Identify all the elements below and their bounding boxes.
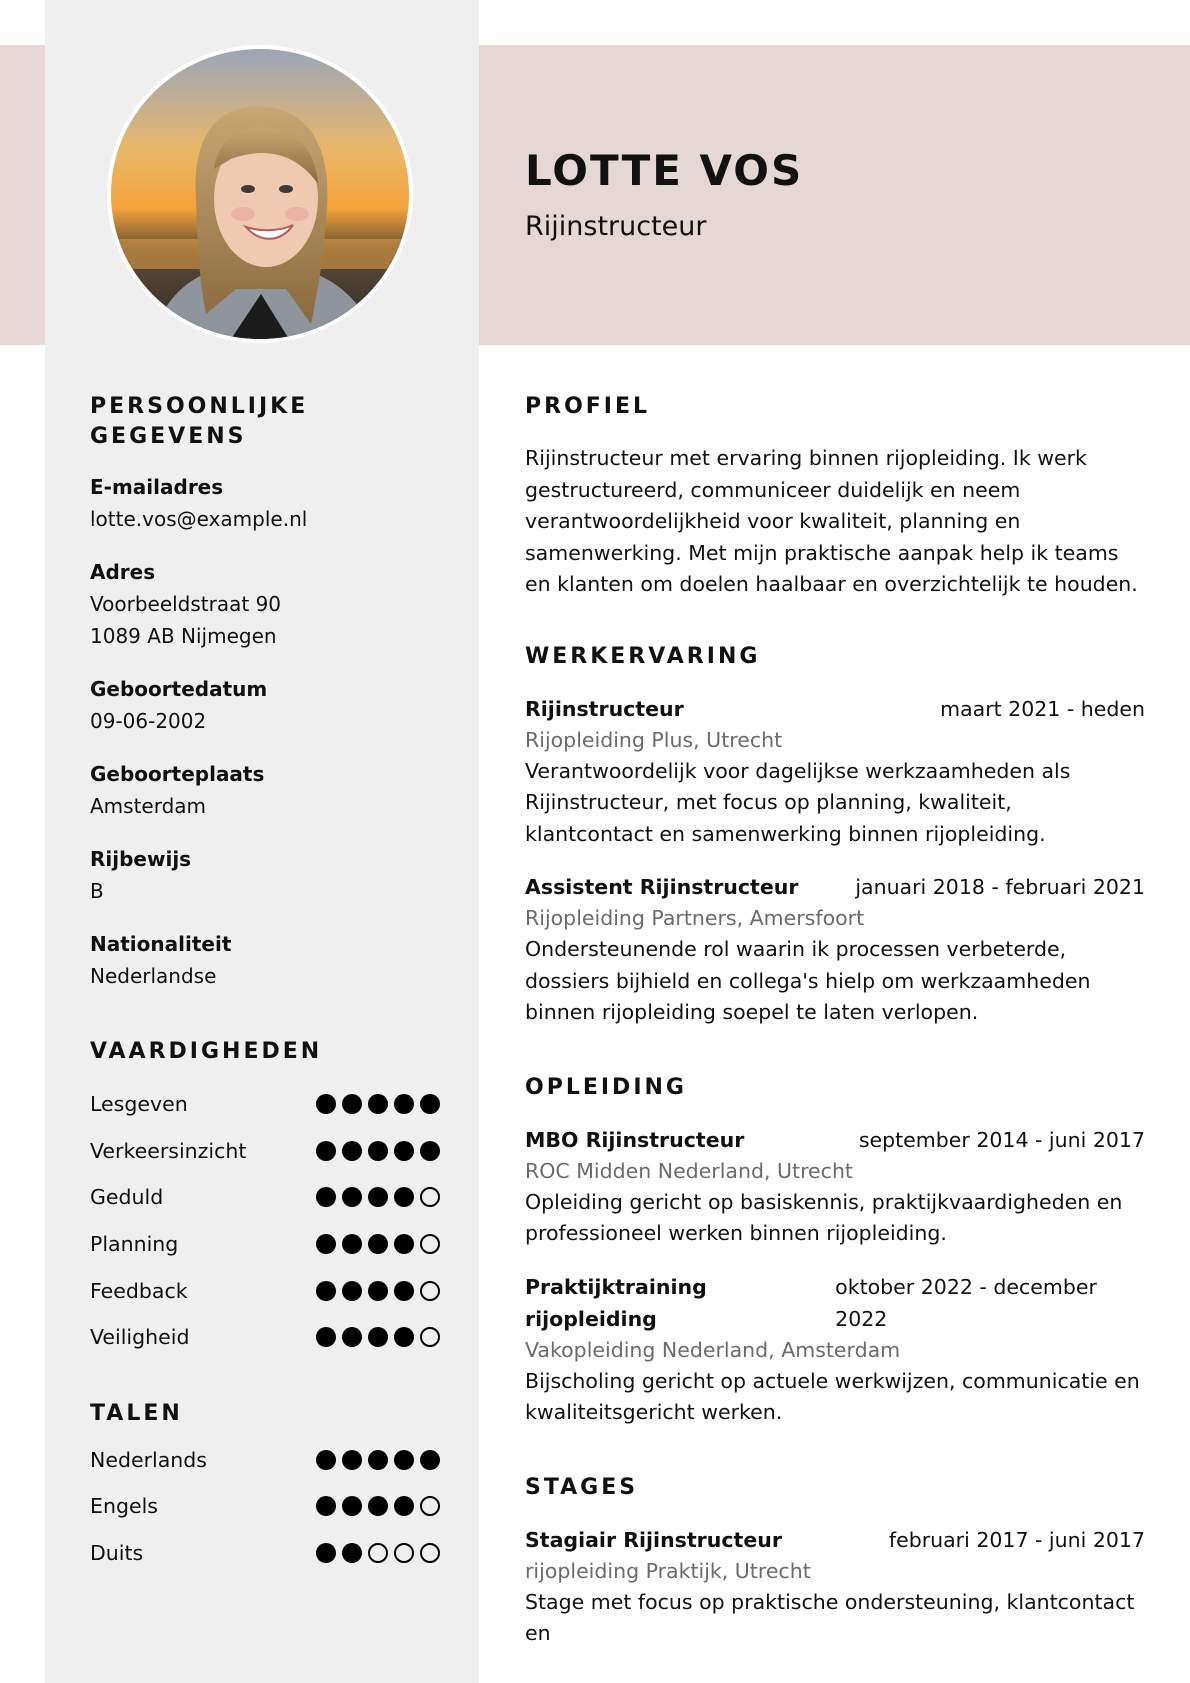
rating-dots: [316, 1281, 440, 1301]
filled-dot-icon: [394, 1496, 414, 1516]
languages-list: [90, 1437, 440, 1577]
filled-dot-icon: [316, 1281, 336, 1301]
skill-row: [90, 1221, 440, 1268]
birthplace-label: Geboorteplaats: [90, 762, 265, 786]
profile-text: Rijinstructeur met ervaring binnen rijopleiding. Ik werk gestructureerd, communiceer duidelijk en neem verantwoordelijkheid voor kwaliteit, planning en samenwerking. Met mijn praktische aanpak help ik teams en klanten om doelen haalbaar en overzichtelijk te houden.: [525, 446, 1138, 596]
entry-title: Praktijktraining rijopleiding: [525, 1274, 707, 1331]
email-label: E-mailadres: [90, 475, 224, 499]
filled-dot-icon: [316, 1496, 336, 1516]
education-entry: [525, 1124, 1145, 1250]
skill-name: Geduld: [90, 1185, 164, 1210]
entry-description: Opleiding gericht op basiskennis, praktijkvaardigheden en professioneel werken binnen rijopleiding.: [525, 1189, 1123, 1245]
rating-dots: [316, 1234, 440, 1254]
filled-dot-icon: [420, 1450, 440, 1470]
language-name: Nederlands: [90, 1447, 207, 1472]
filled-dot-icon: [342, 1543, 362, 1563]
filled-dot-icon: [394, 1327, 414, 1347]
filled-dot-icon: [342, 1496, 362, 1516]
language-name: Engels: [90, 1494, 158, 1519]
entry-dates: oktober 2022 - december 2022: [835, 1274, 1097, 1331]
entry-organization: Vakopleiding Nederland, Amsterdam: [525, 1337, 901, 1362]
entry-dates: maart 2021 - heden: [940, 696, 1145, 721]
address-city: 1089 AB Nijmegen: [90, 624, 277, 648]
rating-dots: [316, 1094, 440, 1114]
filled-dot-icon: [368, 1327, 388, 1347]
experience-heading: WERKERVARING: [525, 643, 761, 669]
entry-dates: februari 2017 - juni 2017: [888, 1527, 1145, 1552]
nationality-label: Nationaliteit: [90, 932, 232, 956]
birthdate-value: 09-06-2002: [90, 709, 207, 733]
entry-title: MBO Rijinstructeur: [525, 1127, 745, 1152]
filled-dot-icon: [394, 1141, 414, 1161]
empty-dot-icon: [420, 1496, 440, 1516]
skills-list: [90, 1081, 440, 1361]
rating-dots: [316, 1187, 440, 1207]
language-name: Duits: [90, 1541, 144, 1566]
personal-item-address: [90, 556, 440, 652]
filled-dot-icon: [342, 1187, 362, 1207]
entry-description: Stage met focus op praktische ondersteuning, klantcontact en: [525, 1589, 1135, 1645]
filled-dot-icon: [420, 1141, 440, 1161]
rating-dots: [316, 1543, 440, 1563]
filled-dot-icon: [368, 1281, 388, 1301]
filled-dot-icon: [316, 1141, 336, 1161]
skill-name: Veiligheid: [90, 1325, 190, 1350]
filled-dot-icon: [394, 1450, 414, 1470]
entry-description: Ondersteunende rol waarin ik processen verbeterde, dossiers bijhield en collega's hielp om werkzaamheden binnen rijopleiding soepel te laten verlopen.: [525, 937, 1091, 1024]
filled-dot-icon: [368, 1094, 388, 1114]
language-row: [90, 1437, 440, 1484]
filled-dot-icon: [394, 1281, 414, 1301]
empty-dot-icon: [394, 1543, 414, 1563]
skill-row: [90, 1174, 440, 1221]
profile-photo: [107, 45, 413, 343]
profile-heading: PROFIEL: [525, 394, 651, 419]
skill-row: [90, 1267, 440, 1314]
birthplace-value: Amsterdam: [90, 794, 207, 818]
filled-dot-icon: [342, 1281, 362, 1301]
filled-dot-icon: [342, 1094, 362, 1114]
filled-dot-icon: [316, 1543, 336, 1563]
filled-dot-icon: [394, 1094, 414, 1114]
empty-dot-icon: [420, 1327, 440, 1347]
empty-dot-icon: [420, 1187, 440, 1207]
skill-name: Feedback: [90, 1278, 188, 1303]
filled-dot-icon: [342, 1234, 362, 1254]
entry-organization: Rijopleiding Plus, Utrecht: [525, 727, 783, 752]
filled-dot-icon: [316, 1450, 336, 1470]
skill-row: [90, 1081, 440, 1128]
entry-organization: rijopleiding Praktijk, Utrecht: [525, 1558, 811, 1583]
filled-dot-icon: [316, 1327, 336, 1347]
candidate-name: LOTTE VOS: [525, 146, 804, 195]
nationality-value: Nederlandse: [90, 964, 217, 988]
language-row: [90, 1483, 440, 1530]
filled-dot-icon: [368, 1496, 388, 1516]
entry-title: Stagiair Rijinstructeur: [525, 1527, 782, 1552]
entry-title: Rijinstructeur: [525, 696, 684, 721]
filled-dot-icon: [316, 1234, 336, 1254]
left-column: [90, 392, 440, 1576]
header-band: [479, 45, 1190, 345]
right-column: [525, 392, 1145, 1650]
entry-dates: januari 2018 - februari 2021: [855, 875, 1145, 899]
birthdate-label: Geboortedatum: [90, 677, 268, 701]
address-label: Adres: [90, 560, 156, 584]
internship-entry: [525, 1524, 1145, 1650]
skill-row: [90, 1314, 440, 1361]
filled-dot-icon: [342, 1141, 362, 1161]
address-street: Voorbeeldstraat 90: [90, 592, 282, 616]
filled-dot-icon: [342, 1450, 362, 1470]
filled-dot-icon: [368, 1187, 388, 1207]
filled-dot-icon: [342, 1327, 362, 1347]
rating-dots: [316, 1327, 440, 1347]
language-row: [90, 1530, 440, 1577]
filled-dot-icon: [368, 1141, 388, 1161]
filled-dot-icon: [420, 1094, 440, 1114]
accent-band-left: [0, 45, 45, 345]
filled-dot-icon: [368, 1234, 388, 1254]
rating-dots: [316, 1496, 440, 1516]
empty-dot-icon: [420, 1281, 440, 1301]
rating-dots: [316, 1450, 440, 1470]
empty-dot-icon: [420, 1543, 440, 1563]
entry-title: Assistent Rijinstructeur: [525, 875, 799, 899]
languages-heading: TALEN: [90, 1400, 183, 1426]
entry-organization: Rijopleiding Partners, Amersfoort: [525, 906, 865, 930]
skill-row: [90, 1128, 440, 1175]
email-value: lotte.vos@example.nl: [90, 507, 308, 531]
filled-dot-icon: [368, 1450, 388, 1470]
job-title: Rijinstructeur: [525, 211, 707, 242]
filled-dot-icon: [316, 1094, 336, 1114]
filled-dot-icon: [316, 1187, 336, 1207]
rating-dots: [316, 1141, 440, 1161]
skill-name: Verkeersinzicht: [90, 1138, 247, 1163]
education-entry: [525, 1271, 1145, 1429]
filled-dot-icon: [394, 1234, 414, 1254]
skill-name: Planning: [90, 1232, 179, 1257]
license-value: B: [90, 879, 104, 903]
personal-item-email: [90, 471, 440, 535]
empty-dot-icon: [368, 1543, 388, 1563]
entry-description: Bijscholing gericht op actuele werkwijzen, communicatie en kwaliteitsgericht werken.: [525, 1368, 1140, 1424]
entry-description: Verantwoordelijk voor dagelijkse werkzaamheden als Rijinstructeur, met focus op planning, kwaliteit, klantcontact en samenwerking binnen rijopleiding.: [525, 758, 1071, 846]
personal-item-license: [90, 843, 440, 907]
entry-dates: september 2014 - juni 2017: [858, 1127, 1145, 1152]
education-heading: OPLEIDING: [525, 1074, 687, 1100]
internships-heading: STAGES: [525, 1474, 639, 1500]
personal-item-nationality: [90, 928, 440, 992]
filled-dot-icon: [394, 1187, 414, 1207]
personal-heading: PERSOONLIJKE GEGEVENS: [90, 394, 309, 449]
license-label: Rijbewijs: [90, 847, 192, 871]
skills-heading: VAARDIGHEDEN: [90, 1039, 323, 1064]
personal-item-birthdate: [90, 673, 440, 737]
experience-entry: [525, 693, 1145, 851]
experience-entry: [525, 871, 1145, 1029]
personal-item-birthplace: [90, 758, 440, 822]
skill-name: Lesgeven: [90, 1092, 188, 1117]
empty-dot-icon: [420, 1234, 440, 1254]
entry-organization: ROC Midden Nederland, Utrecht: [525, 1158, 853, 1183]
